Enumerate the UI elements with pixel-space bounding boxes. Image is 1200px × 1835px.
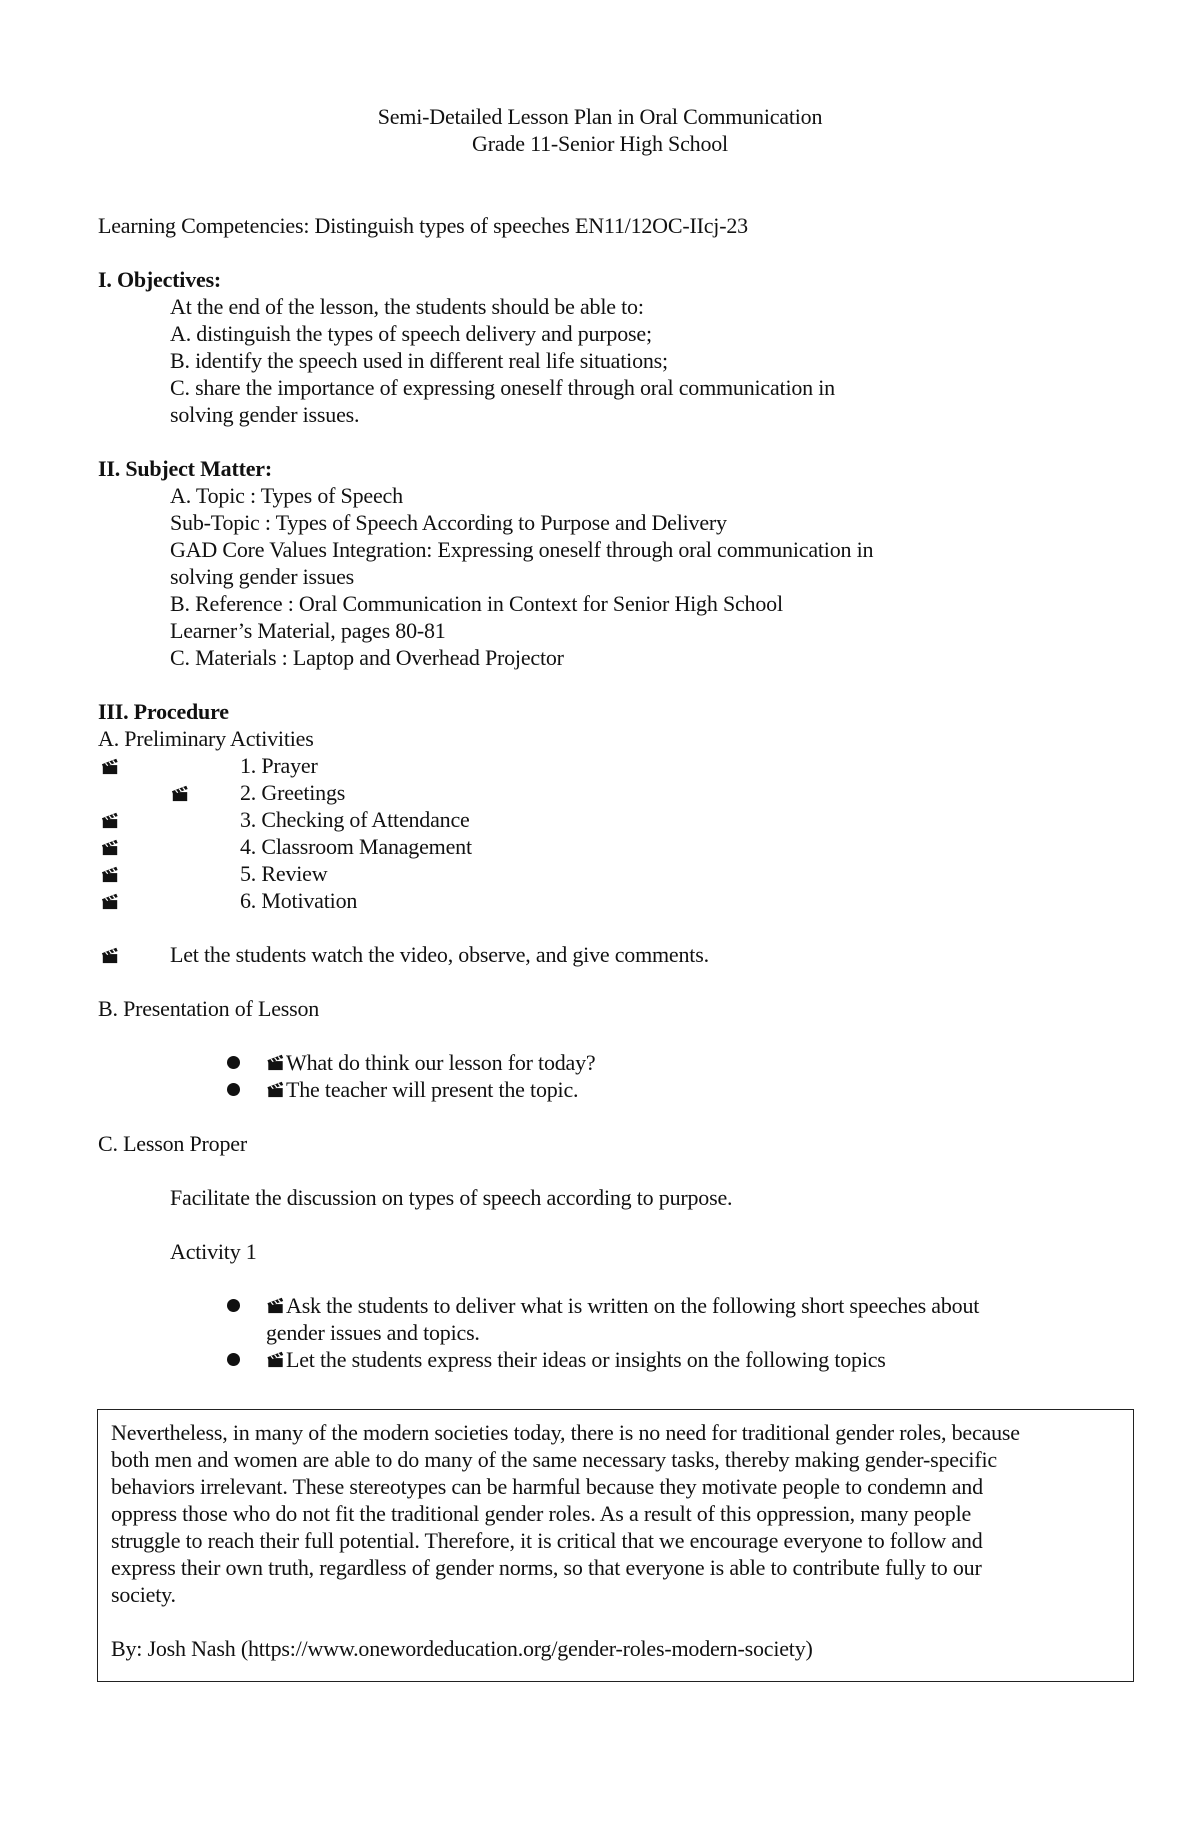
bullet-icon [227,1083,240,1096]
quote-line: Nevertheless, in many of the modern societies today, there is no need for traditional gender roles, because [111,1420,1020,1445]
preliminary-item: 5. Review [240,861,328,886]
preliminary-item: 4. Classroom Management [240,834,472,859]
page-subtitle: Grade 11-Senior High School [472,131,728,156]
quote-attribution: By: Josh Nash (https://www.onewordeducation.org/gender-roles-modern-society) [111,1636,813,1661]
clapperboard-icon [266,1053,285,1071]
activity-heading: Activity 1 [170,1239,257,1264]
activity-item-text: Ask the students to deliver what is written on the following short speeches about [286,1293,980,1318]
learning-competencies: Learning Competencies: Distinguish types of speeches EN11/12OC-IIcj-23 [98,213,748,238]
subject-matter-line: A. Topic : Types of Speech [170,483,403,508]
subject-matter-line: solving gender issues [170,564,355,589]
subject-matter-line: C. Materials : Laptop and Overhead Projector [170,645,564,670]
objective-item: C. share the importance of expressing oneself through oral communication in [170,375,835,400]
page-title: Semi-Detailed Lesson Plan in Oral Communication [377,104,823,129]
motivation-note: Let the students watch the video, observe, and give comments. [170,942,709,967]
objective-item: A. distinguish the types of speech delivery and purpose; [170,321,652,346]
subject-matter-line: Sub-Topic : Types of Speech According to Purpose and Delivery [170,510,727,535]
clapperboard-icon [171,784,189,802]
subject-matter-line: Learner’s Material, pages 80-81 [170,618,446,643]
presentation-item [266,1076,578,1103]
preliminary-item: 1. Prayer [240,753,318,778]
clapperboard-icon [101,838,119,856]
clapperboard-icon [266,1296,285,1314]
subject-matter-line: GAD Core Values Integration: Expressing oneself through oral communication in [170,537,874,562]
activity-item [266,1292,979,1319]
presentation-item-text: What do think our lesson for today? [286,1050,596,1075]
activity-item-text: Let the students express their ideas or insights on the following topics [286,1347,886,1372]
clapperboard-icon [101,892,119,910]
objective-item: solving gender issues. [170,402,360,427]
preliminary-item: 6. Motivation [240,888,358,913]
bullet-icon [227,1056,240,1069]
clapperboard-icon [101,811,119,829]
presentation-item [266,1049,596,1076]
objectives-heading: I. Objectives: [98,267,222,292]
clapperboard-icon [101,946,119,964]
facilitate-text: Facilitate the discussion on types of speech according to purpose. [170,1185,733,1210]
lesson-proper-heading: C. Lesson Proper [98,1131,247,1156]
clapperboard-icon [266,1080,285,1098]
quote-line: both men and women are able to do many of the same necessary tasks, thereby making gender-specific [111,1447,997,1472]
preliminary-activities-heading: A. Preliminary Activities [98,726,314,751]
activity-item [266,1346,886,1373]
procedure-heading: III. Procedure [98,699,229,724]
bullet-icon [227,1353,240,1366]
quote-line: behaviors irrelevant. These stereotypes can be harmful because they motivate people to condemn and [111,1474,983,1499]
quote-line: express their own truth, regardless of gender norms, so that everyone is able to contribute fully to our [111,1555,982,1580]
objectives-intro: At the end of the lesson, the students should be able to: [170,294,644,319]
clapperboard-icon [101,757,119,775]
presentation-item-text: The teacher will present the topic. [286,1077,579,1102]
quote-line: oppress those who do not fit the traditional gender roles. As a result of this oppression, many people [111,1501,972,1526]
quote-line: struggle to reach their full potential. Therefore, it is critical that we encourage everyone to follow and [111,1528,983,1553]
preliminary-item: 2. Greetings [240,780,346,805]
clapperboard-icon [101,865,119,883]
objective-item: B. identify the speech used in different real life situations; [170,348,668,373]
quote-line: society. [111,1582,176,1607]
subject-matter-line: B. Reference : Oral Communication in Context for Senior High School [170,591,783,616]
subject-matter-heading: II. Subject Matter: [98,456,272,481]
preliminary-item: 3. Checking of Attendance [240,807,470,832]
bullet-icon [227,1299,240,1312]
presentation-heading: B. Presentation of Lesson [98,996,320,1021]
activity-item-continuation: gender issues and topics. [266,1320,480,1345]
clapperboard-icon [266,1350,285,1368]
